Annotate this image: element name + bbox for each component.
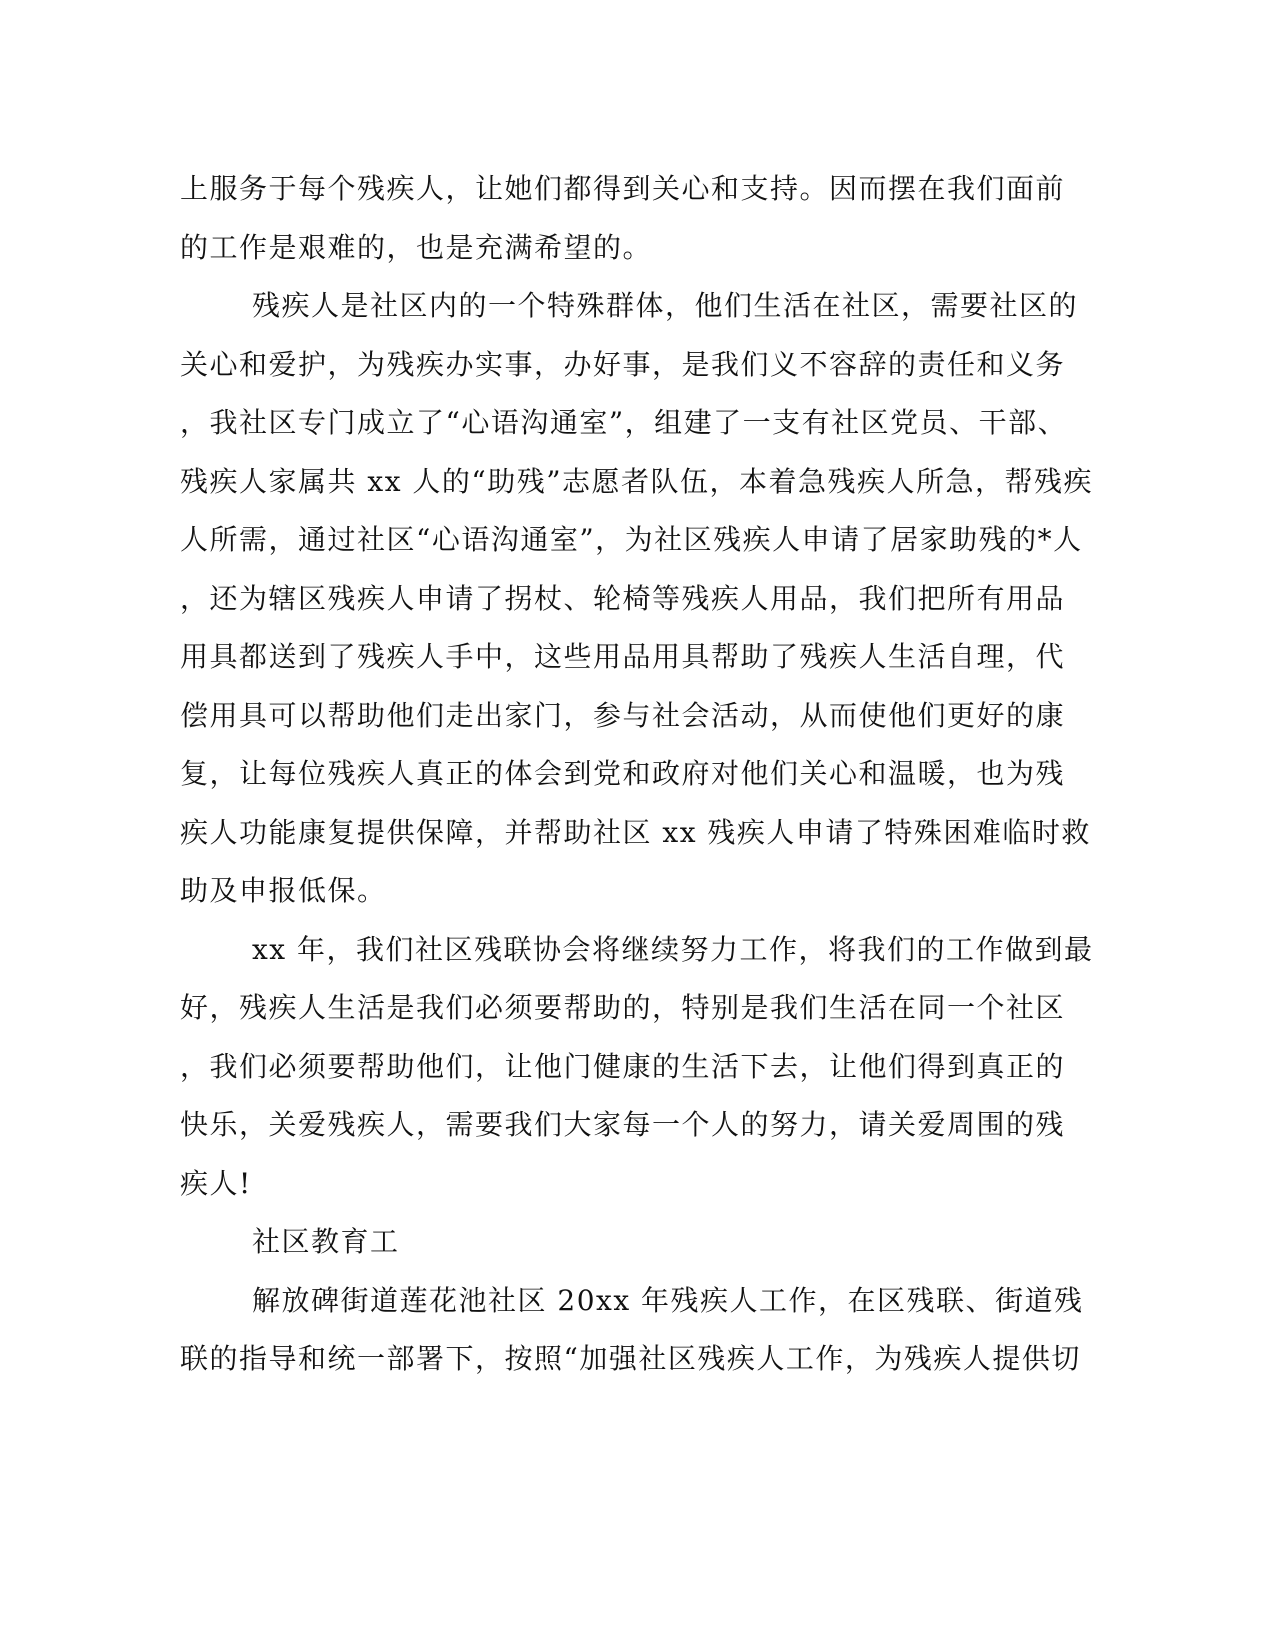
text-line: 上服务于每个残疾人，让她们都得到关心和支持。因而摆在我们面前 [180, 172, 1066, 205]
text-line: ，还为辖区残疾人申请了拐杖、轮椅等残疾人用品，我们把所有用品 [180, 581, 1066, 615]
text-line: 用具都送到了残疾人手中，这些用品用具帮助了残疾人生活自理，代 [180, 640, 1066, 673]
section-heading-line: 社区教育工 [252, 1225, 400, 1258]
paragraph-start-line: 残疾人是社区内的一个特殊群体，他们生活在社区，需要社区的 [252, 289, 1079, 322]
text-line: 复，让每位残疾人真正的体会到党和政府对他们关心和温暖，也为残 [180, 757, 1066, 790]
text-line: ，我社区专门成立了“心语沟通室”，组建了一支有社区党员、干部、 [180, 406, 1068, 439]
text-line: 好，残疾人生活是我们必须要帮助的，特别是我们生活在同一个社区 [180, 991, 1066, 1024]
text-line: 联的指导和统一部署下，按照“加强社区残疾人工作，为残疾人提供切 [180, 1342, 1081, 1375]
document-body [180, 160, 1094, 1389]
text-line: 助及申报低保。 [180, 874, 387, 907]
text-line: 快乐，关爱残疾人，需要我们大家每一个人的努力，请关爱周围的残 [180, 1108, 1066, 1141]
text-line: 疾人! [180, 1166, 252, 1200]
text-line: 的工作是艰难的，也是充满希望的。 [180, 230, 653, 264]
paragraph-start-line: 解放碑街道莲花池社区 20xx 年残疾人工作，在区残联、街道残 [252, 1283, 1084, 1317]
text-line: 残疾人家属共 xx 人的“助残”志愿者队伍，本着急残疾人所急，帮残疾 [180, 464, 1094, 498]
text-line: ，我们必须要帮助他们，让他门健康的生活下去，让他们得到真正的 [180, 1049, 1066, 1083]
text-line: 疾人功能康复提供保障，并帮助社区 xx 残疾人申请了特殊困难临时救 [180, 815, 1091, 849]
text-line: 关心和爱护，为残疾办实事，办好事，是我们义不容辞的责任和义务 [180, 347, 1066, 381]
text-line: 人所需，通过社区“心语沟通室”，为社区残疾人申请了居家助残的*人 [180, 523, 1083, 556]
text-line: 偿用具可以帮助他们走出家门，参与社会活动，从而使他们更好的康 [180, 698, 1066, 732]
paragraph-start-line: xx 年，我们社区残联协会将继续努力工作，将我们的工作做到最 [252, 932, 1094, 966]
